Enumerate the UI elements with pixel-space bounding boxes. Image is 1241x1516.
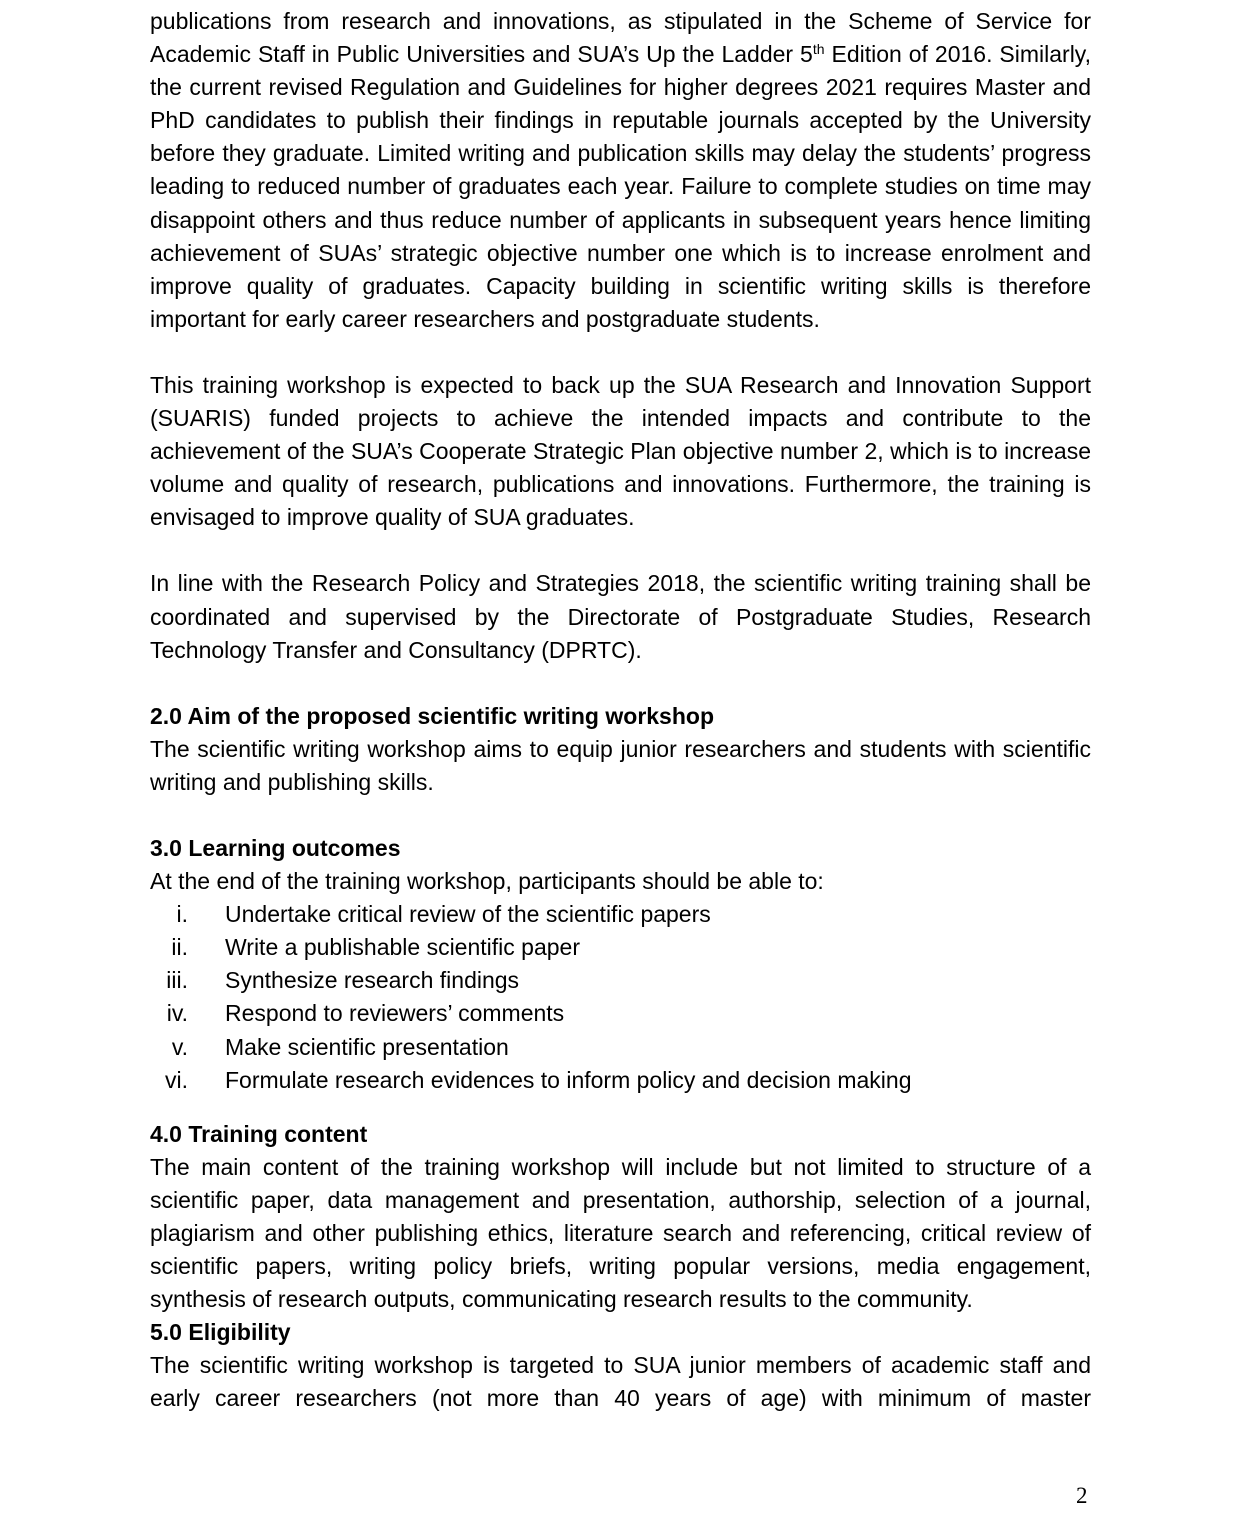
list-item <box>150 964 1091 997</box>
paragraph-spacer <box>150 534 1091 567</box>
paragraph-text: Edition of 2016. Similarly, the current revised Regulation and Guidelines for higher degrees 2021 requires Master and PhD candidates to publish their findings in reputable journals accepted by the University before they graduate. Limited writing and publication skills may delay the students’ progress leading to reduced number of graduates each year. Failure to complete studies on time may disappoint others and thus reduce number of applicants in subsequent years hence limiting achievement of SUAs’ strategic objective number one which is to increase enrolment and improve quality of graduates. Capacity building in scientific writing skills is therefore important for early career researchers and postgraduate students. <box>150 41 1091 332</box>
section-heading-aim: 2.0 Aim of the proposed scientific writing workshop <box>150 702 714 729</box>
document-body <box>150 5 1091 1416</box>
list-item <box>150 898 1091 931</box>
section-heading-learning-outcomes: 3.0 Learning outcomes <box>150 834 401 861</box>
paragraph-spacer <box>150 336 1091 369</box>
superscript-ordinal: th <box>812 41 825 58</box>
list-item-number: vi. <box>165 1066 188 1093</box>
list-item-text: Write a publishable scientific paper <box>225 934 580 961</box>
section-body-eligibility: The scientific writing workshop is targeted to SUA junior members of academic staff and early career researchers (not more than 40 years of age) with minimum of master <box>150 1352 1091 1412</box>
list-item-text: Undertake critical review of the scientific papers <box>225 901 711 928</box>
learning-outcomes-list <box>150 898 1091 1097</box>
paragraph-workshop-support: This training workshop is expected to back up the SUA Research and Innovation Support (SUARIS) funded projects to achieve the intended impacts and contribute to the achievement of the SUA’s Cooperate Strategic Plan objective number 2, which is to increase volume and quality of research, publications and innovations. Furthermore, the training is envisaged to improve quality of SUA graduates. <box>150 371 1091 531</box>
list-item <box>150 931 1091 964</box>
section-body-training-content: The main content of the training workshop will include but not limited to structure of a scientific paper, data management and presentation, authorship, selection of a journal, plagiarism and other publishing ethics, literature search and referencing, critical review of scientific papers, writing policy briefs, writing popular versions, media engagement, synthesis of research outputs, communicating research results to the community. <box>150 1153 1091 1313</box>
section-heading-eligibility: 5.0 Eligibility <box>150 1319 291 1346</box>
paragraph-research-policy: In line with the Research Policy and Strategies 2018, the scientific writing training shall be coordinated and supervised by the Directorate of Postgraduate Studies, Research Technology Transfer and Consultancy (DPRTC). <box>150 570 1091 663</box>
section-heading-training-content: 4.0 Training content <box>150 1120 368 1147</box>
list-item-number: iv. <box>166 1000 188 1027</box>
paragraph-spacer <box>150 799 1091 832</box>
learning-outcomes-intro: At the end of the training workshop, participants should be able to: <box>150 868 824 895</box>
list-item-number: ii. <box>171 934 188 961</box>
list-item-text: Synthesize research findings <box>225 967 520 994</box>
paragraph-spacer <box>150 1097 1091 1118</box>
list-item-text: Make scientific presentation <box>225 1033 509 1060</box>
paragraph-publication-requirements <box>150 5 1091 336</box>
list-item-number: i. <box>176 901 188 928</box>
list-item <box>150 1031 1091 1064</box>
list-item-number: iii. <box>166 967 188 994</box>
paragraph-text: publications from research and innovations, as stipulated in the Scheme of Service for Academic Staff in Public Universities and SUA’s Up the Ladder 5 <box>150 8 1091 68</box>
page-number: 2 <box>1076 1483 1088 1508</box>
list-item-text: Respond to reviewers’ comments <box>225 1000 565 1027</box>
list-item-number: v. <box>171 1033 188 1060</box>
list-item <box>150 1064 1091 1097</box>
list-item <box>150 997 1091 1030</box>
list-item-text: Formulate research evidences to inform policy and decision making <box>225 1066 912 1093</box>
section-body-aim: The scientific writing workshop aims to equip junior researchers and students with scientific writing and publishing skills. <box>150 735 1091 795</box>
paragraph-spacer <box>150 667 1091 700</box>
